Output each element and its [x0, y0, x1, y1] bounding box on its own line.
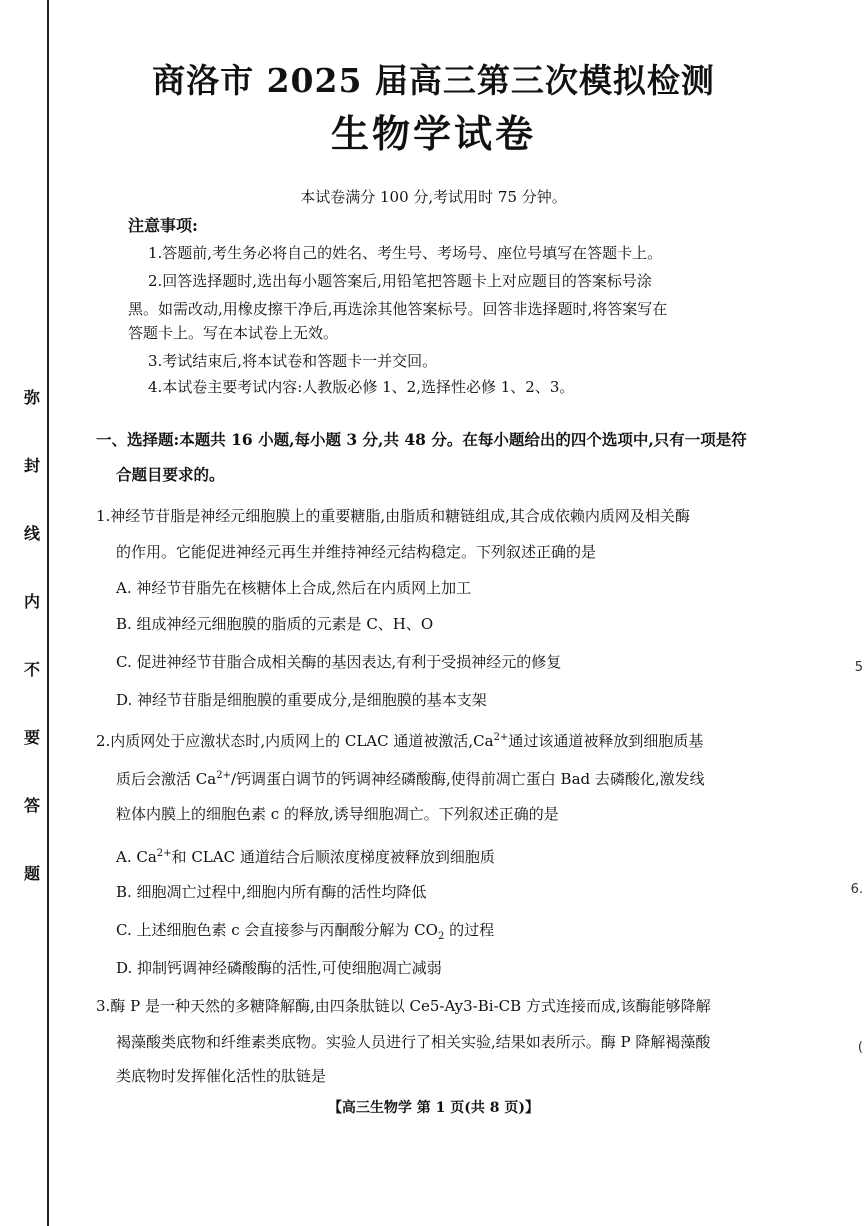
notice-item: 黑。如需改动,用橡皮擦干净后,再选涂其他答案标号。回答非选择题时,将答案写在	[128, 300, 668, 318]
q1-option-a: A. 神经节苷脂先在核糖体上合成,然后在内质网上加工	[116, 579, 472, 597]
option-part: C. 上述细胞色素 c 会直接参与丙酮酸分解为 CO	[116, 921, 438, 939]
q2-stem-part: /钙调蛋白调节的钙调神经磷酸酶,使得前凋亡蛋白 Bad 去磷酸化,激发线	[230, 770, 705, 788]
q1-stem: 的作用。它能促进神经元再生并维持神经元结构稳定。下列叙述正确的是	[116, 543, 597, 561]
q3-stem: 类底物时发挥催化活性的肽链是	[116, 1067, 327, 1085]
notice-item: 3.考试结束后,将本试卷和答题卡一并交回。	[148, 352, 438, 370]
edge-fragment: (	[857, 1040, 863, 1055]
superscript: 2+	[493, 732, 509, 743]
q1-stem: 1.神经节苷脂是神经元细胞膜上的重要糖脂,由脂质和糖链组成,其合成依赖内质网及相关酶	[96, 507, 690, 525]
seal-char: 封	[23, 456, 40, 475]
option-part: 和 CLAC 通道结合后顺浓度梯度被释放到细胞质	[171, 848, 495, 866]
subscript: 2	[437, 931, 445, 942]
q2-option-d: D. 抑制钙调神经磷酸酶的活性,可使细胞凋亡减弱	[116, 959, 442, 977]
option-part: A. Ca	[116, 848, 157, 866]
notice-heading: 注意事项:	[128, 216, 198, 235]
seal-char: 要	[23, 728, 40, 747]
seal-char: 题	[23, 864, 40, 883]
q2-option-c	[116, 918, 816, 949]
notice-item: 1.答题前,考生务必将自己的姓名、考生号、考场号、座位号填写在答题卡上。	[148, 244, 663, 262]
seal-char: 答	[23, 796, 40, 815]
exam-title: 商洛市 2025 届高三第三次模拟检测	[152, 61, 715, 100]
q2-stem-part: 2.内质网处于应激状态时,内质网上的 CLAC 通道被激活,Ca	[96, 732, 494, 750]
seal-char: 线	[23, 524, 40, 543]
q2-option-a	[116, 842, 816, 869]
seal-char: 弥	[23, 388, 40, 407]
q2-stem-part: 通过该通道被释放到细胞质基	[508, 732, 704, 750]
q2-stem-part: 质后会激活 Ca	[116, 770, 217, 788]
notice-item: 2.回答选择题时,选出每小题答案后,用铅笔把答题卡上对应题目的答案标号涂	[148, 272, 652, 290]
binding-line	[47, 0, 49, 1226]
q2-stem: 粒体内膜上的细胞色素 c 的释放,诱导细胞凋亡。下列叙述正确的是	[116, 805, 559, 823]
exam-meta: 本试卷满分 100 分,考试用时 75 分钟。	[300, 188, 567, 206]
superscript: 2+	[156, 848, 172, 859]
section-heading: 一、选择题:本题共 16 小题,每小题 3 分,共 48 分。在每小题给出的四个选项中,只有一项是符	[96, 430, 747, 449]
edge-fragment: 5	[854, 660, 863, 675]
q2-option-b: B. 细胞凋亡过程中,细胞内所有酶的活性均降低	[116, 883, 427, 901]
exam-subject: 生物学试卷	[330, 111, 536, 156]
superscript: 2+	[216, 770, 231, 781]
page-footer: 【高三生物学 第 1 页(共 8 页)】	[327, 1100, 540, 1116]
q3-stem: 褐藻酸类底物和纤维素类底物。实验人员进行了相关实验,结果如表所示。酶 P 降解褐藻酸	[116, 1033, 711, 1051]
section-heading-cont: 合题目要求的。	[116, 465, 225, 484]
seal-char: 内	[23, 592, 40, 611]
q1-option-c: C. 促进神经节苷脂合成相关酶的基因表达,有利于受损神经元的修复	[116, 653, 562, 671]
q2-stem	[96, 726, 816, 753]
q3-stem: 3.酶 P 是一种天然的多糖降解酶,由四条肽链以 Ce5-Ay3-Bi-CB 方式连接而成,该酶能够降解	[96, 997, 711, 1015]
edge-fragment: 6.	[850, 882, 863, 897]
option-part: 的过程	[444, 921, 495, 939]
q1-option-d: D. 神经节苷脂是细胞膜的重要成分,是细胞膜的基本支架	[116, 691, 487, 709]
seal-char: 不	[23, 660, 40, 679]
q2-stem	[116, 764, 836, 791]
notice-item: 4.本试卷主要考试内容:人教版必修 1、2,选择性必修 1、2、3。	[148, 378, 575, 396]
notice-item: 答题卡上。写在本试卷上无效。	[128, 324, 339, 342]
q1-option-b: B. 组成神经元细胞膜的脂质的元素是 C、H、O	[116, 615, 434, 633]
